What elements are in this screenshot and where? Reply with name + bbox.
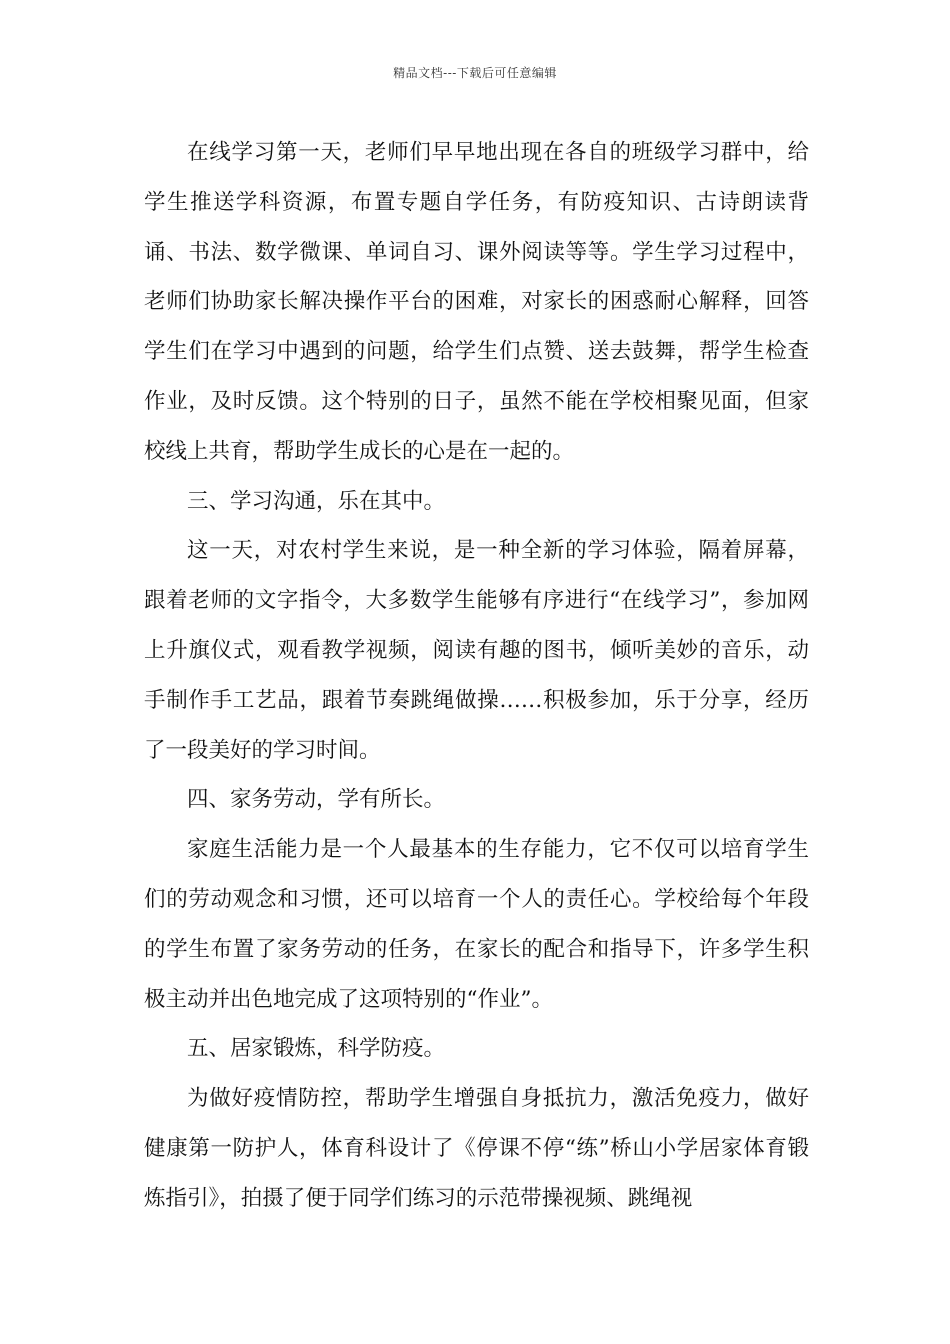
document-body <box>144 128 809 1224</box>
page-header: 精品文档---下载后可任意编辑 <box>393 66 557 80</box>
paragraph-housework: 家庭生活能力是一个人最基本的生存能力，它不仅可以培育学生们的劳动观念和习惯，还可以培育一个人的责任心。学校给每个年段的学生布置了家务劳动的任务，在家长的配合和指导下，许多学生积极主动并出色地完成了这项特别的“作业”。 <box>144 837 809 1012</box>
paragraph-online-learning: 在线学习第一天，老师们早早地出现在各自的班级学习群中，给学生推送学科资源，布置专题自学任务，有防疫知识、古诗朗读背诵、书法、数学微课、单词自习、课外阅读等等。学生学习过程中，老师们协助家长解决操作平台的困难，对家长的困惑耐心解释，回答学生们在学习中遇到的问题，给学生们点赞、送去鼓舞，帮学生检查作业，及时反馈。这个特别的日子，虽然不能在学校相聚见面，但家校线上共育，帮助学生成长的心是在一起的。 <box>144 140 809 464</box>
section-heading-4: 四、家务劳动，学有所长。 <box>187 787 446 813</box>
section-heading-3: 三、学习沟通，乐在其中。 <box>187 488 446 514</box>
paragraph-learning-communication: 这一天，对农村学生来说，是一种全新的学习体验，隔着屏幕，跟着老师的文字指令，大多数学生能够有序进行“在线学习”，参加网上升旗仪式，观看教学视频，阅读有趣的图书，倾听美妙的音乐，动手制作手工艺品，跟着节奏跳绳做操……积极参加，乐于分享，经历了一段美好的学习时间。 <box>144 538 809 763</box>
section-heading-5: 五、居家锻炼，科学防疫。 <box>187 1036 446 1062</box>
paragraph-home-exercise: 为做好疫情防控，帮助学生增强自身抵抗力，激活免疫力，做好健康第一防护人，体育科设计了《停课不停“练”桥山小学居家体育锻炼指引》，拍摄了便于同学们练习的示范带操视频、跳绳视 <box>144 1086 809 1211</box>
